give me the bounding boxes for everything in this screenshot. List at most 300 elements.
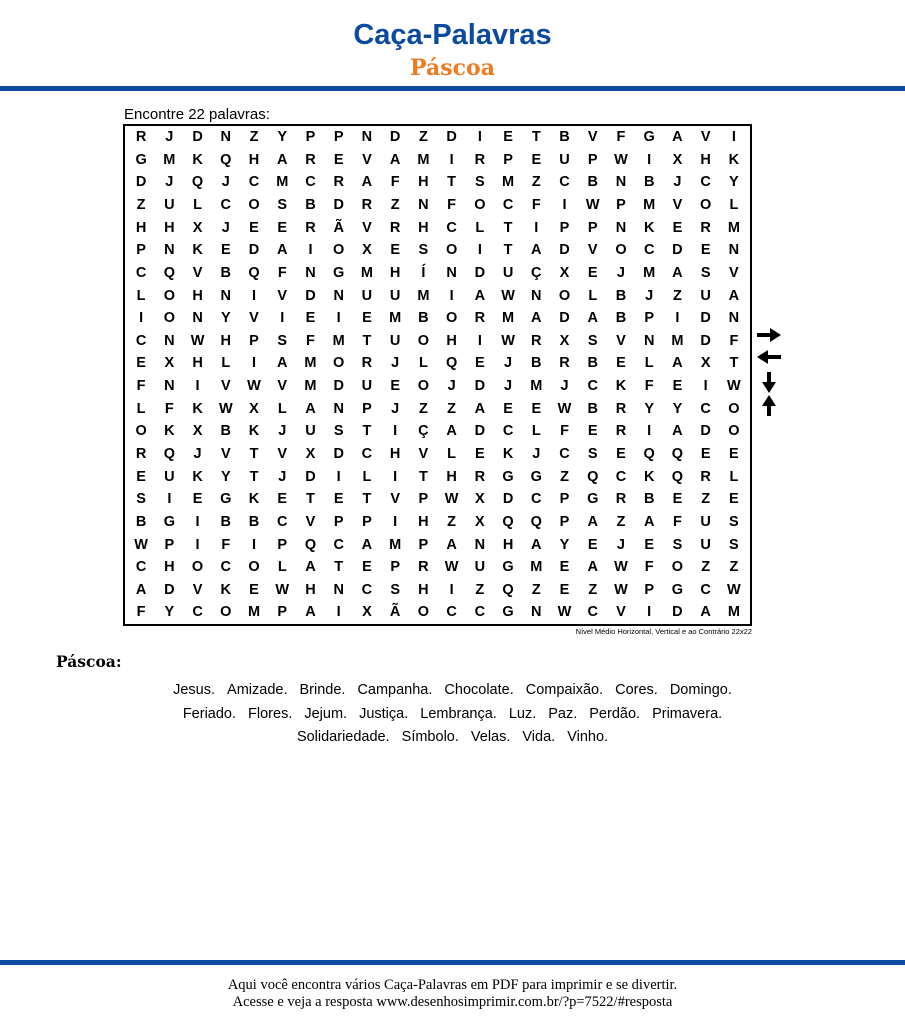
grid-letter: H [248,151,260,168]
grid-letter: H [446,468,457,485]
grid-letter: L [588,287,598,304]
grid-letter: N [164,242,175,259]
word-list-line [60,705,845,723]
grid-letter: W [134,536,148,553]
grid-letter: Q [643,445,655,462]
grid-letter: Y [277,129,288,146]
grid-letter: A [389,151,401,168]
grid-letter: Z [390,196,400,213]
grid-letter: E [390,378,400,395]
grid-letter: B [615,310,627,327]
grid-letter: I [477,332,482,349]
grid-letter: C [474,604,486,621]
grid-letter: R [474,468,486,485]
grid-letter: M [643,264,656,281]
grid-letter: R [305,219,316,236]
grid-letter: R [615,400,627,417]
grid-letter: S [277,196,288,213]
grid-letter: I [393,468,398,485]
grid-letter: W [727,378,741,395]
grid-letter: C [559,445,570,462]
grid-letter: P [503,151,513,168]
grid-letter: A [135,581,147,598]
arrow-left-icon [756,350,782,364]
grid-letter: Q [502,581,514,598]
grid-letter: O [558,287,571,304]
word-list-item: Cores. [615,682,658,698]
grid-letter: O [474,196,486,213]
grid-letter: K [192,242,203,259]
grid-letter: Z [701,491,711,508]
grid-letter: A [361,174,373,191]
grid-letter: O [248,196,260,213]
grid-letter: H [389,445,401,462]
grid-letter: Q [671,445,684,462]
grid-letter: S [418,242,429,259]
top-divider [0,86,905,91]
grid-letter: E [333,151,344,168]
grid-letter: F [644,559,654,576]
grid-letter: R [418,559,429,576]
grid-letter: E [503,400,513,417]
grid-letter: O [615,242,627,259]
grid-letter: T [729,355,739,372]
grid-letter: D [333,378,344,395]
grid-letter: P [333,513,344,530]
grid-letter: V [249,310,259,327]
grid-letter: D [502,491,514,508]
grid-letter: P [644,310,655,327]
grid-letter: N [531,604,542,621]
grid-letter: U [305,423,316,440]
grid-letter: H [305,581,316,598]
grid-letter: Í [421,264,426,281]
grid-letter: W [501,287,515,304]
grid-letter: H [389,264,401,281]
grid-letter: I [449,581,454,598]
grid-letter: V [700,129,711,146]
grid-letter: X [192,423,203,440]
grid-letter: X [672,151,683,168]
grid-letter: S [136,491,146,508]
grid-letter: I [562,196,567,213]
grid-letter: L [193,196,202,213]
grid-letter: A [728,287,740,304]
grid-letter: N [333,581,344,598]
grid-letter: V [220,445,231,462]
grid-letter: I [252,536,257,553]
grid-letter: E [616,355,626,372]
grid-letter: P [362,400,372,417]
word-list-item: Domingo. [669,682,732,698]
grid-letter: D [672,242,683,259]
grid-letter: Z [729,559,739,576]
grid-letter: N [531,287,542,304]
word-list-heading: Páscoa: [56,652,122,671]
word-list-item: Brinde. [299,682,346,698]
grid-letter: J [391,400,400,417]
grid-letter: I [195,378,200,395]
grid-letter: Z [588,581,598,598]
grid-letter: C [248,174,260,191]
grid-letter: P [305,129,316,146]
grid-letter: M [727,219,740,236]
grid-letter: K [502,445,514,462]
grid-letter: M [247,604,261,621]
grid-letter: D [700,423,711,440]
grid-letter: Z [475,581,485,598]
grid-letter: A [531,310,542,327]
grid-letter: C [277,513,288,530]
grid-letter: V [277,378,288,395]
grid-letter: T [249,468,259,485]
grid-letter: G [333,264,345,281]
grid-letter: E [559,581,570,598]
grid-letter: C [587,604,598,621]
grid-letter: Y [164,604,175,621]
grid-letter: C [220,559,232,576]
grid-letter: A [700,604,711,621]
grid-letter: V [362,219,372,236]
grid-letter: E [333,491,344,508]
grid-letter: P [418,491,429,508]
grid-letter: V [220,378,231,395]
grid-letter: F [164,400,174,417]
grid-letter: E [729,491,739,508]
grid-letter: W [190,332,205,349]
grid-letter: D [474,378,486,395]
grid-letter: V [672,196,683,213]
grid-letter: V [305,513,316,530]
puzzle-instructions: Encontre 22 palavras: [124,106,270,123]
grid-letter: U [361,287,373,304]
word-list-item: Jesus. [173,682,216,698]
grid-letter: W [275,581,290,598]
grid-letter: G [502,468,514,485]
grid-letter: C [135,559,147,576]
grid-letter: O [417,378,430,395]
grid-letter: R [559,355,570,372]
grid-letter: K [164,423,175,440]
grid-letter: A [446,423,457,440]
grid-letter: V [587,129,598,146]
grid-letter: O [700,196,712,213]
grid-letter: C [135,264,147,281]
grid-letter: A [587,559,598,576]
word-list-item: Símbolo. [401,729,459,745]
word-list-item: Chocolate. [444,682,514,698]
grid-letter: O [333,242,345,259]
grid-letter: I [336,468,341,485]
grid-letter: J [221,174,230,191]
grid-letter: E [249,219,259,236]
grid-letter: B [615,287,627,304]
grid-letter: I [195,513,200,530]
grid-letter: D [559,310,570,327]
grid-letter: O [163,310,175,327]
grid-letter: O [445,242,458,259]
grid-letter: C [587,378,598,395]
grid-letter: E [700,445,711,462]
grid-letter: H [418,174,429,191]
grid-letter: V [362,151,372,168]
grid-letter: Ã [333,219,344,236]
grid-letter: I [477,129,482,146]
grid-letter: Q [530,513,542,530]
grid-letter: R [615,491,627,508]
grid-letter: S [587,332,598,349]
grid-letter: R [474,151,486,168]
grid-letter: F [277,264,287,281]
grid-letter: M [671,332,684,349]
grid-letter: K [643,219,655,236]
grid-letter: F [136,604,146,621]
grid-letter: M [530,559,543,576]
grid-letter: B [220,264,232,281]
grid-letter: M [727,604,740,621]
grid-letter: T [334,559,344,576]
grid-letter: D [135,174,147,191]
grid-letter: G [643,129,655,146]
grid-letter: C [700,400,711,417]
grid-letter: O [728,423,740,440]
grid-letter: E [192,491,203,508]
word-list-item: Flores. [248,706,293,722]
grid-letter: J [504,378,513,395]
word-list-item: Lembrança. [420,706,497,722]
grid-letter: V [616,604,626,621]
grid-letter: C [192,604,203,621]
grid-letter: W [614,581,628,598]
grid-letter: B [587,400,598,417]
word-list-item: Paz. [548,706,578,722]
grid-letter: P [587,219,598,236]
grid-letter: E [475,445,485,462]
grid-letter: F [729,332,739,349]
grid-letter: O [417,332,430,349]
grid-letter: F [306,332,315,349]
grid-letter: G [502,604,514,621]
grid-letter: C [700,174,711,191]
grid-letter: D [389,129,401,146]
grid-letter: Q [248,264,260,281]
grid-letter: H [135,219,147,236]
grid-letter: Z [672,287,682,304]
grid-letter: S [700,264,711,281]
grid-letter: E [136,468,146,485]
grid-letter: V [587,242,598,259]
arrow-right-icon [756,328,782,342]
grid-letter: I [703,378,708,395]
grid-letter: H [164,559,175,576]
grid-letter: N [333,287,344,304]
grid-letter: I [252,287,257,304]
grid-letter: G [587,491,599,508]
grid-letter: M [502,310,515,327]
grid-letter: P [559,513,570,530]
grid-letter: B [643,174,655,191]
grid-letter: P [616,196,626,213]
grid-letter: Y [220,310,231,327]
footer-link-text: Acesse e veja a resposta www.desenhosimprimir.com.br/?p=7522/#resposta [232,994,673,1010]
grid-letter: O [220,604,232,621]
grid-letter: O [445,310,458,327]
word-list-item: Feriado. [182,706,237,722]
grid-letter: Z [447,400,457,417]
grid-letter: I [139,310,144,327]
grid-letter: H [192,355,203,372]
grid-letter: P [362,513,372,530]
grid-letter: B [587,174,598,191]
grid-letter: M [304,378,317,395]
grid-letter: C [700,581,711,598]
grid-letter: R [333,174,344,191]
grid-letter: J [616,264,625,281]
grid-letter: G [163,513,175,530]
grid-letter: H [164,219,175,236]
grid-letter: W [614,151,628,168]
grid-letter: Q [163,264,175,281]
word-list-item: Amizade. [227,682,288,698]
grid-letter: X [164,355,175,372]
grid-letter: A [474,287,486,304]
word-list-item: Luz. [508,706,537,722]
grid-letter: I [477,242,482,259]
grid-letter: E [277,491,288,508]
grid-letter: C [135,332,147,349]
grid-letter: G [502,559,514,576]
grid-letter: I [336,604,341,621]
grid-letter: I [252,355,257,372]
grid-letter: D [164,581,175,598]
word-list-line [60,681,845,699]
grid-letter: E [587,264,598,281]
grid-letter: W [557,604,572,621]
grid-letter: T [362,332,372,349]
grid-letter: M [643,196,656,213]
grid-letter: E [503,129,513,146]
grid-letter: L [729,468,739,485]
grid-letter: Z [531,581,541,598]
grid-letter: C [361,445,373,462]
grid-letter: A [361,536,373,553]
grid-letter: P [390,559,400,576]
grid-letter: C [531,491,542,508]
grid-letter: B [559,129,570,146]
grid-letter: Z [249,129,259,146]
grid-letter: N [728,242,740,259]
grid-letter: H [502,536,514,553]
grid-letter: S [277,332,288,349]
grid-letter: L [475,219,485,236]
grid-letter: E [729,445,739,462]
grid-letter: A [672,264,683,281]
grid-letter: K [192,400,203,417]
word-list-item: Compaixão. [525,682,604,698]
grid-letter: F [531,196,541,213]
grid-letter: M [360,264,373,281]
grid-letter: W [614,559,628,576]
grid-letter: E [672,378,683,395]
grid-letter: J [504,355,513,372]
grid-letter: A [277,151,288,168]
grid-letter: M [530,378,543,395]
grid-letter: L [644,355,654,372]
grid-letter: H [418,581,429,598]
grid-letter: E [531,400,542,417]
grid-letter: F [644,378,654,395]
grid-letter: G [135,151,147,168]
grid-letter: X [559,332,570,349]
grid-letter: X [475,491,485,508]
grid-letter: N [164,332,175,349]
word-list-item: Solidariedade. [296,729,390,745]
grid-letter: D [248,242,260,259]
grid-letter: R [531,332,542,349]
grid-letter: T [503,242,513,259]
grid-letter: P [418,536,429,553]
grid-letter: P [277,604,288,621]
grid-letter: D [305,287,316,304]
grid-letter: U [164,468,175,485]
grid-letter: A [672,423,683,440]
grid-letter: A [305,400,316,417]
grid-letter: T [249,445,259,462]
grid-letter: C [333,536,344,553]
grid-letter: Y [672,400,683,417]
grid-letter: F [136,378,146,395]
grid-letter: N [474,536,486,553]
grid-letter: E [475,355,485,372]
grid-letter: I [280,310,285,327]
grid-letter: O [135,423,147,440]
grid-letter: L [418,355,428,372]
grid-letter: N [728,310,740,327]
grid-letter: I [534,219,539,236]
grid-letter: E [559,559,570,576]
grid-letter: K [615,378,627,395]
grid-letter: J [165,174,174,191]
grid-letter: M [163,151,176,168]
grid-letter: M [389,536,402,553]
grid-letter: B [418,310,429,327]
grid-letter: N [333,400,344,417]
grid-letter: N [305,264,316,281]
grid-letter: W [218,400,233,417]
grid-letter: G [220,491,232,508]
grid-letter: K [643,468,655,485]
grid-letter: B [587,355,598,372]
grid-letter: E [644,536,655,553]
grid-letter: P [644,581,655,598]
grid-letter: Z [531,174,541,191]
grid-letter: V [192,581,203,598]
grid-letter: U [164,196,175,213]
grid-letter: J [447,378,456,395]
grid-letter: E [277,219,288,236]
grid-letter: N [446,264,457,281]
grid-letter: H [446,332,457,349]
grid-letter: X [362,604,372,621]
grid-letter: C [220,196,232,213]
word-search-grid [123,124,752,626]
grid-letter: B [220,513,232,530]
grid-letter: B [220,423,232,440]
word-list-line [60,728,845,746]
grid-letter: C [446,604,457,621]
grid-letter: S [587,445,598,462]
word-list-item: Vida. [522,729,556,745]
